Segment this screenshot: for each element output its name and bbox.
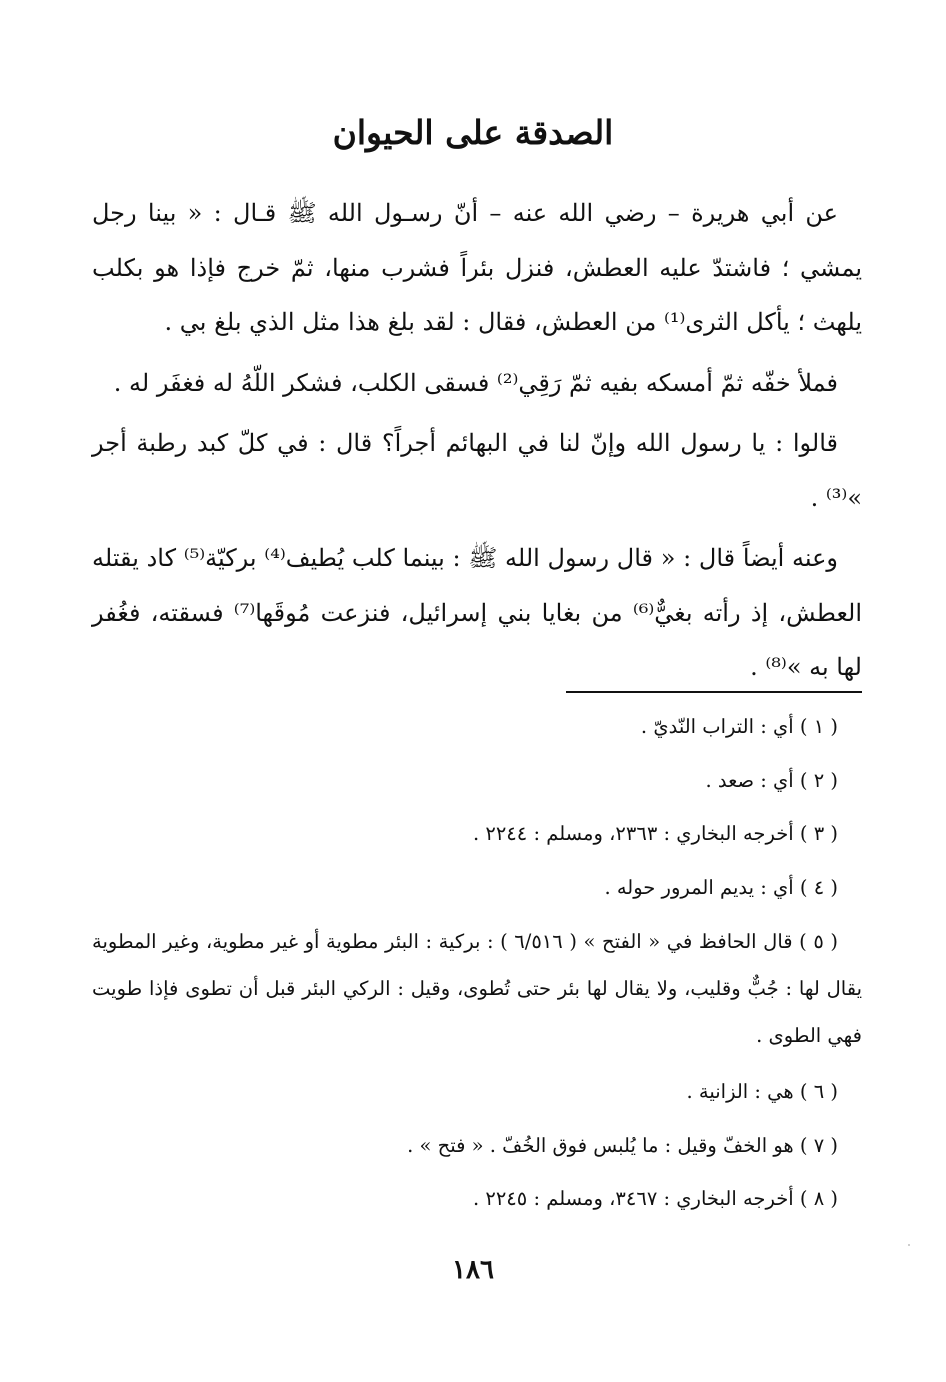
paragraph: عن أبي هريرة – رضي الله عنه – أنّ رسـول الله ﷺ قـال : « بينا رجل يمشي ؛ فاشتدّ عليه العطش، فنزل بئراً فشرب منها، ثمّ خرج فإذا هو بكلب يلهث ؛ يأكل الثرى⁽¹⁾ من العطش، فقال : لقد بلغ هذا مثل الذي بلغ بي . bbox=[92, 199, 862, 336]
footnote-7: ( ٧ ) هو الخفّ وقيل : ما يُلبس فوق الخُفّ . « فتح » . bbox=[407, 1133, 838, 1157]
footnote-1: ( ١ ) أي : التراب النّديّ . bbox=[640, 715, 838, 738]
footnote-5: ( ٥ ) قال الحافظ في « الفتح » ( ٦/٥١٦ ) : بركية : البئر مطوية أو غير مطوية، وغير المطوية يقال لها : جُبٌّ وقليب، ولا يقال لها بئر حتى تُطوى، وقيل : الركي البئر قبل أن تطوى فإذا طويت فهي الطوى . bbox=[92, 930, 862, 1047]
margin-mark bbox=[908, 1244, 910, 1246]
footnote-divider bbox=[566, 691, 862, 693]
main-text bbox=[92, 186, 862, 701]
footnote-4: ( ٤ ) أي : يديم المرور حوله . bbox=[604, 875, 838, 899]
footnote-6: ( ٦ ) هي : الزانية . bbox=[686, 1080, 838, 1103]
footnote-3: ( ٣ ) أخرجه البخاري : ٢٣٦٣، ومسلم : ٢٢٤٤ . bbox=[472, 822, 838, 845]
paragraph: وعنه أيضاً قال : « قال رسول الله ﷺ : بينما كلب يُطيف⁽⁴⁾ بركيّة⁽⁵⁾ كاد يقتله العطش، إذ رأته بغيٌّ⁽⁶⁾ من بغايا بني إسرائيل، فنزعت مُوقَها⁽⁷⁾ فسقته، فغُفر لها به »⁽⁸⁾ . bbox=[92, 544, 863, 681]
page-title: الصدقة على الحيوان bbox=[332, 113, 614, 152]
paragraph: قالوا : يا رسول الله وإنّ لنا في البهائم أجراً؟ قال : في كلّ كبد رطبة أجر »⁽³⁾ . bbox=[92, 429, 862, 512]
footnotes bbox=[92, 700, 862, 1226]
footnote-8: ( ٨ ) أخرجه البخاري : ٣٤٦٧، ومسلم : ٢٢٤٥ . bbox=[472, 1187, 838, 1210]
footnote-2: ( ٢ ) أي : صعد . bbox=[705, 768, 838, 792]
page-number: ١٨٦ bbox=[452, 1255, 494, 1285]
paragraph: فملأ خفّه ثمّ أمسكه بفيه ثمّ رَقِي⁽²⁾ فسقى الكلب، فشكر اللّهُ له فغفَر له . bbox=[113, 368, 838, 397]
